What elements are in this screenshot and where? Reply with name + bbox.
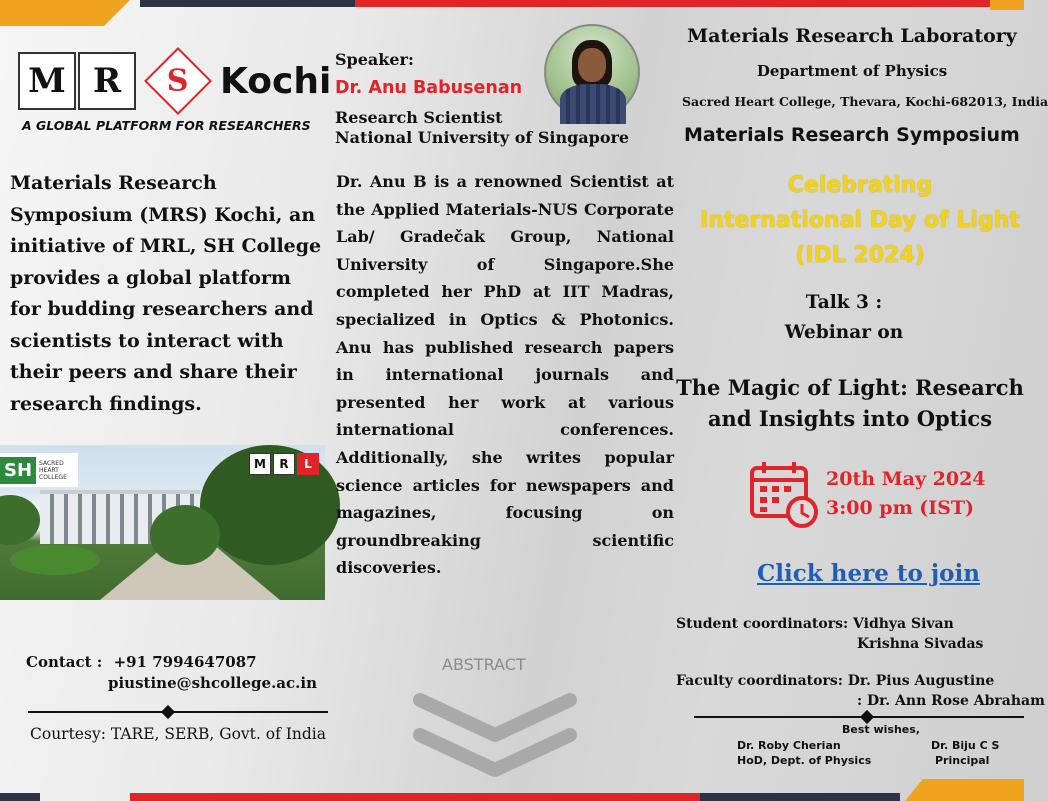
- faculty-coord-2: : Dr. Ann Rose Abraham: [857, 693, 1045, 709]
- college-logo-text: SACRED HEART COLLEGE: [39, 459, 67, 481]
- bottom-dark-bar: [700, 793, 900, 801]
- mrl-logo: [247, 453, 319, 475]
- talk-info: [664, 288, 1024, 348]
- speaker-face: [578, 48, 606, 82]
- lab-name: Materials Research Laboratory: [687, 25, 1017, 47]
- speaker-heading: Speaker:: [335, 50, 414, 69]
- logo-letter-m: M: [18, 52, 76, 110]
- top-right-accent: [990, 0, 1024, 10]
- college-logo-short: SH: [0, 457, 36, 484]
- student-coord-1: Vidhya Sivan: [853, 616, 954, 632]
- symposium-name: Materials Research Symposium: [684, 124, 1020, 146]
- celebration-headline: [680, 168, 1040, 273]
- event-date: 20th May 2024: [826, 468, 986, 490]
- divider-ornament: [161, 705, 175, 719]
- top-left-accent: [0, 0, 130, 26]
- student-coord-label: Student coordinators:: [676, 616, 849, 632]
- contact-block: [26, 650, 257, 674]
- speaker-photo: [544, 24, 640, 120]
- logo-letter-s: S: [167, 63, 189, 99]
- mrl-letter-l: L: [297, 453, 319, 475]
- bottom-right-accent: [905, 779, 1024, 801]
- contact-phone: +91 7994647087: [113, 653, 257, 671]
- hedge: [10, 545, 100, 575]
- department-name: Department of Physics: [756, 62, 948, 80]
- contact-email[interactable]: piustine@shcollege.ac.in: [108, 674, 317, 692]
- idl-year-line: (IDL 2024): [795, 243, 925, 268]
- bottom-left-bar: [0, 793, 40, 801]
- join-link[interactable]: Click here to join: [757, 560, 980, 587]
- speaker-name: Dr. Anu Babusenan: [335, 78, 523, 98]
- speaker-bio: Dr. Anu B is a renowned Scientist at the Applied Materials-NUS Corporate Lab/ Gradečak Group, National University of Singapore.She completed her PhD at IIT Madras, specialized in Optics & Photonics. Anu has published research papers in international journals and presented her work at various international conferences. Additionally, she writes popular science articles for newspapers and magazines, focusing on groundbreaking scientific discoveries.: [336, 172, 674, 578]
- faculty-coord-label: Faculty coordinators:: [676, 673, 843, 689]
- talk-title: [670, 372, 1030, 434]
- logo-diamond: [144, 47, 212, 115]
- chevron-down-icon[interactable]: [410, 690, 580, 780]
- speaker-title: Research Scientist: [335, 108, 503, 127]
- calendar-clock-icon: [748, 460, 820, 530]
- mrl-letter-m: M: [249, 453, 271, 475]
- left-divider: [28, 711, 328, 713]
- talk-title-line1: The Magic of Light: Research: [676, 375, 1024, 400]
- speaker-shirt: [560, 84, 626, 124]
- faculty-coordinators: [676, 671, 994, 691]
- talk-title-line2: and Insights into Optics: [707, 406, 993, 431]
- bottom-red-bar: [130, 793, 730, 801]
- event-time: 3:00 pm (IST): [826, 497, 975, 519]
- mrl-letter-r: R: [273, 453, 295, 475]
- campus-photo: [0, 445, 325, 600]
- talk-format: Webinar on: [784, 322, 904, 343]
- logo-letter-r: R: [78, 52, 136, 110]
- faculty-coord-1: Dr. Pius Augustine: [847, 673, 995, 689]
- sacred-heart-college-logo: [0, 453, 78, 487]
- top-red-bar: [355, 0, 1024, 7]
- logo-tagline: A GLOBAL PLATFORM FOR RESEARCHERS: [22, 118, 311, 133]
- tree: [150, 505, 220, 565]
- student-coordinators: [676, 614, 954, 634]
- best-wishes: Best wishes,: [842, 723, 920, 736]
- talk-number: Talk 3 :: [805, 292, 883, 313]
- tree: [0, 495, 40, 545]
- celebrating-line: Celebrating: [787, 173, 933, 198]
- speaker-affiliation: National University of Singapore: [335, 128, 630, 147]
- principal-name: Dr. Biju C S: [931, 739, 1000, 752]
- college-address: Sacred Heart College, Thevara, Kochi-682013, India: [682, 94, 1048, 109]
- principal-title: Principal: [935, 754, 990, 767]
- student-coord-2: Krishna Sivadas: [857, 636, 984, 652]
- contact-label: Contact :: [26, 653, 103, 671]
- top-dark-bar: [140, 0, 370, 7]
- event-datetime: [826, 465, 986, 523]
- symposium-intro: Materials Research Symposium (MRS) Kochi, an initiative of MRL, SH College provides a global platform for budding researchers and scientists to interact with their peers and share their research findings.: [10, 172, 322, 415]
- abstract-label[interactable]: ABSTRACT: [442, 655, 526, 674]
- mrs-kochi-logo: [18, 52, 331, 110]
- courtesy-text: Courtesy: TARE, SERB, Govt. of India: [30, 725, 326, 743]
- idl-line: International Day of Light: [700, 208, 1020, 233]
- logo-city: Kochi: [220, 60, 332, 102]
- hod-title: HoD, Dept. of Physics: [737, 754, 872, 767]
- hod-signature: [737, 738, 871, 768]
- hod-name: Dr. Roby Cherian: [737, 739, 841, 752]
- principal-signature: [931, 738, 999, 768]
